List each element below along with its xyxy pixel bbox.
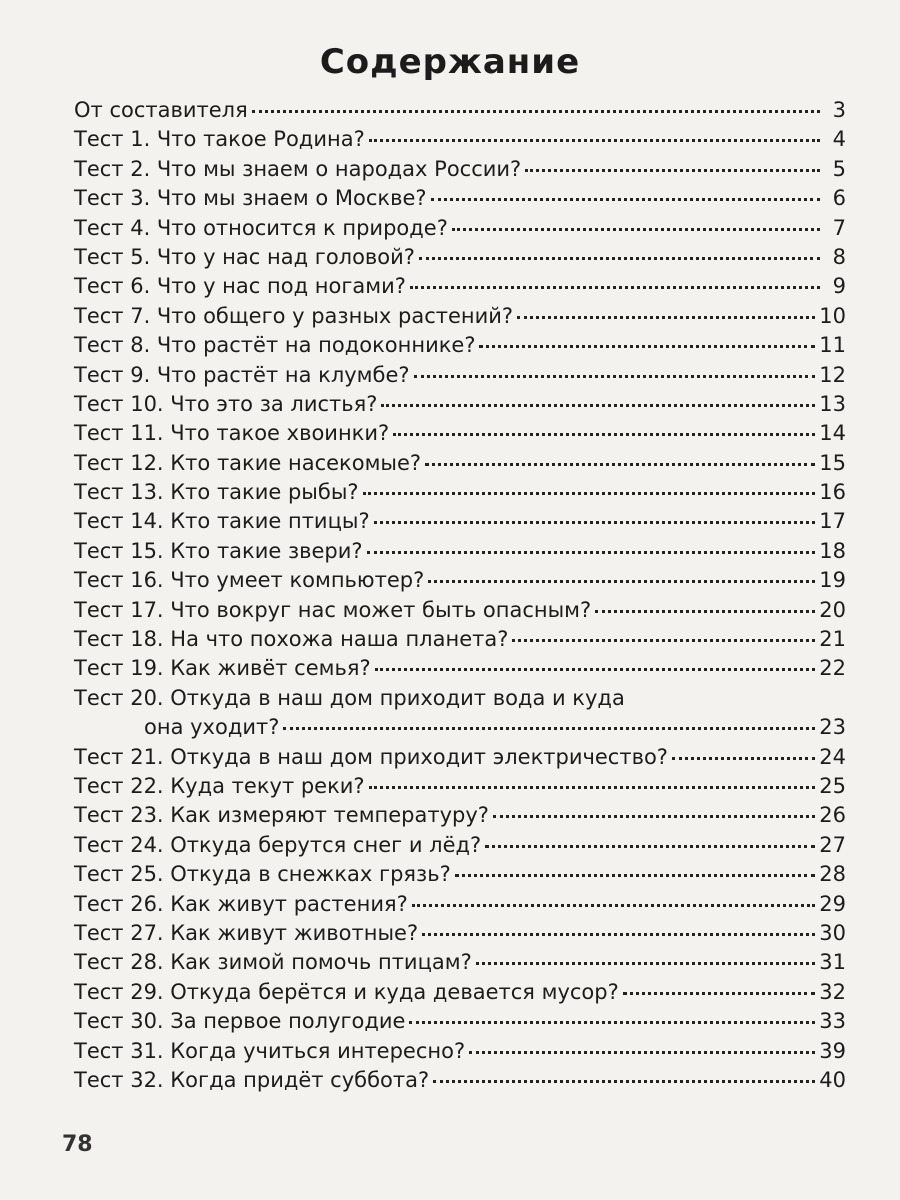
toc-entry-label: Тест 13. Кто такие рыбы? — [74, 480, 359, 505]
toc-entry — [74, 302, 846, 331]
toc-entry-page: 5 — [832, 156, 846, 181]
dot-leader — [369, 786, 816, 789]
toc-entry-label: Тест 21. Откуда в наш дом приходит электричество? — [74, 744, 668, 769]
toc-entry — [74, 801, 846, 830]
dot-leader — [363, 492, 816, 495]
dot-leader — [623, 992, 816, 995]
dot-leader — [381, 404, 815, 407]
dot-leader — [422, 933, 815, 936]
toc-entry-label: Тест 25. Откуда в снежках грязь? — [74, 862, 451, 887]
toc-entry-page: 3 — [832, 98, 846, 122]
dot-leader — [493, 815, 815, 818]
toc-entry-label: Тест 6. Что у нас под ногами? — [74, 274, 406, 299]
dot-leader — [452, 228, 820, 231]
toc-entry-page: 12 — [819, 362, 846, 387]
toc-entry — [74, 1007, 846, 1036]
dot-leader — [375, 668, 816, 671]
page-title: Содержание — [319, 42, 581, 82]
toc-entry-label: Тест 32. Когда придёт суббота? — [74, 1067, 430, 1092]
dot-leader — [393, 433, 815, 436]
toc-entry-page: 39 — [819, 1038, 846, 1063]
dot-leader — [595, 610, 815, 613]
dot-leader — [433, 1080, 815, 1083]
dot-leader — [476, 962, 816, 965]
dot-leader — [374, 521, 816, 524]
toc-entry-page: 31 — [819, 950, 846, 975]
toc-entry-page: 4 — [832, 127, 846, 152]
toc-entry — [74, 654, 846, 683]
toc-entry-label: Тест 12. Кто такие насекомые? — [74, 450, 422, 475]
toc-entry — [74, 890, 846, 919]
toc-entry — [74, 831, 846, 860]
toc-entry-label: Тест 31. Когда учиться интересно? — [74, 1038, 466, 1063]
toc-entry-label: Тест 8. Что растёт на подоконнике? — [74, 333, 476, 358]
dot-leader — [410, 286, 820, 289]
toc-entry-page: 33 — [819, 1009, 846, 1034]
toc-entry-label: Тест 19. Как живёт семья? — [74, 656, 371, 681]
toc-entry — [74, 331, 846, 360]
dot-leader — [283, 727, 815, 730]
dot-leader — [414, 375, 816, 378]
toc-entry-label: От составителя — [74, 98, 248, 122]
toc-entry-page: 8 — [832, 244, 846, 269]
toc-entry-label: Тест 27. Как живут животные? — [74, 920, 419, 945]
toc-entry — [74, 948, 846, 977]
toc-entry-page: 11 — [819, 333, 846, 358]
toc-entry — [74, 1066, 846, 1095]
dot-leader — [455, 874, 816, 877]
dot-leader — [428, 580, 815, 583]
toc-entry-label: Тест 28. Как зимой помочь птицам? — [74, 950, 472, 975]
toc-entry-label: Тест 30. За первое полугодие — [74, 1009, 406, 1034]
toc-entry-label: Тест 10. Что это за листья? — [74, 391, 378, 416]
toc-entry-label-line2: она уходит? — [144, 715, 280, 740]
toc-entry-label: Тест 26. Как живут растения? — [74, 891, 408, 916]
dot-leader — [431, 198, 820, 201]
toc-entry-label: Тест 3. Что мы знаем о Москве? — [74, 186, 427, 211]
toc-entry-page: 7 — [832, 215, 846, 240]
toc-entry — [74, 390, 846, 419]
toc-entry-page: 25 — [819, 773, 846, 798]
toc-entry — [74, 507, 846, 536]
toc-entry — [74, 96, 846, 125]
toc-entry-page: 15 — [819, 450, 846, 475]
toc-entry-label: Тест 1. Что такое Родина? — [74, 127, 365, 152]
toc-entry — [74, 625, 846, 654]
toc-entry-page: 18 — [819, 538, 846, 563]
toc-entry — [74, 537, 846, 566]
toc-entry — [74, 125, 846, 154]
toc-entry-page: 20 — [819, 597, 846, 622]
toc-entry-page: 26 — [819, 803, 846, 828]
dot-leader — [367, 551, 816, 554]
toc-entry-label: Тест 16. Что умеет компьютер? — [74, 568, 425, 593]
toc-entry-label: Тест 5. Что у нас над головой? — [74, 244, 415, 269]
toc-entry-page: 9 — [832, 274, 846, 299]
toc-entry — [74, 419, 846, 448]
toc-entry — [74, 184, 846, 213]
toc-entry — [74, 243, 846, 272]
toc-entry-page: 30 — [819, 920, 846, 945]
toc-entry-page: 28 — [819, 862, 846, 887]
toc-entry-label: Тест 17. Что вокруг нас может быть опасным? — [74, 597, 592, 622]
dot-leader — [517, 316, 815, 319]
toc-entry — [74, 860, 846, 889]
toc-entry-page: 17 — [819, 509, 846, 534]
toc-entry — [74, 272, 846, 301]
dot-leader — [512, 639, 815, 642]
toc-entry-label: Тест 23. Как измеряют температуру? — [74, 803, 489, 828]
toc-entry — [74, 919, 846, 948]
toc-entry-page: 16 — [819, 480, 846, 505]
dot-leader — [469, 1051, 815, 1054]
toc-entry-label: Тест 4. Что относится к природе? — [74, 215, 448, 240]
toc-entry — [74, 1037, 846, 1066]
toc-entry-page: 21 — [819, 627, 846, 652]
dot-leader — [419, 257, 820, 260]
toc-entry — [74, 978, 846, 1007]
toc-entry-page: 27 — [819, 832, 846, 857]
toc-entry-label: Тест 2. Что мы знаем о народах России? — [74, 156, 522, 181]
toc-entry-label: Тест 7. Что общего у разных растений? — [74, 303, 514, 328]
toc-entry-page: 29 — [819, 891, 846, 916]
dot-leader — [425, 463, 815, 466]
toc-entry-label: Тест 9. Что растёт на клумбе? — [74, 362, 410, 387]
toc-entry — [74, 478, 846, 507]
toc-entry-page: 13 — [819, 391, 846, 416]
toc-entry — [74, 361, 846, 390]
toc-entry — [74, 214, 846, 243]
toc-entry-label: Тест 22. Куда текут реки? — [74, 773, 365, 798]
dot-leader — [412, 904, 816, 907]
toc-entry — [74, 743, 846, 772]
toc-entry-page: 32 — [819, 979, 846, 1004]
table-of-contents — [74, 96, 846, 1095]
toc-entry — [74, 596, 846, 625]
dot-leader — [409, 1021, 815, 1024]
toc-entry-label: Тест 14. Кто такие птицы? — [74, 509, 370, 534]
toc-entry-page: 14 — [819, 421, 846, 446]
dot-leader — [672, 757, 815, 760]
toc-entry — [74, 155, 846, 184]
dot-leader — [479, 345, 815, 348]
toc-entry-multiline — [74, 684, 846, 743]
toc-entry-label-line1: Тест 20. Откуда в наш дом приходит вода и куда — [74, 685, 625, 710]
toc-entry — [74, 449, 846, 478]
toc-entry-page: 23 — [819, 715, 846, 740]
toc-entry-page: 19 — [819, 568, 846, 593]
toc-entry-page: 22 — [819, 656, 846, 681]
dot-leader — [369, 139, 820, 142]
page-number: 78 — [62, 1132, 93, 1157]
toc-entry — [74, 772, 846, 801]
dot-leader — [525, 169, 820, 172]
toc-entry-label: Тест 15. Кто такие звери? — [74, 538, 363, 563]
toc-entry-label: Тест 11. Что такое хвоинки? — [74, 421, 390, 446]
toc-entry-page: 6 — [832, 186, 846, 211]
dot-leader — [485, 845, 815, 848]
toc-entry-page: 10 — [819, 303, 846, 328]
toc-entry-continuation — [74, 713, 846, 742]
toc-entry — [74, 566, 846, 595]
toc-entry-page: 24 — [819, 744, 846, 769]
toc-entry-label: Тест 29. Откуда берётся и куда девается мусор? — [74, 979, 619, 1004]
toc-entry-label: Тест 24. Откуда берутся снег и лёд? — [74, 832, 482, 857]
dot-leader — [252, 110, 820, 113]
toc-entry-page: 40 — [819, 1067, 846, 1092]
toc-entry-label: Тест 18. На что похожа наша планета? — [74, 627, 509, 652]
